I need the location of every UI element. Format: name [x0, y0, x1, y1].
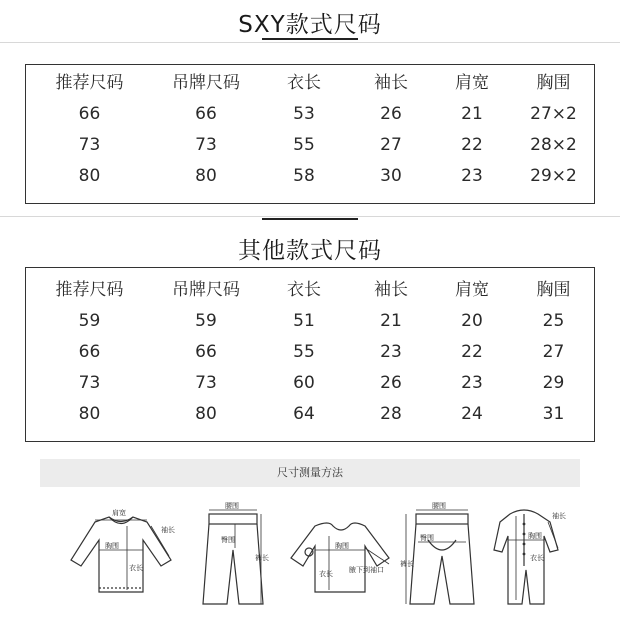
waist-label: 腰围 — [432, 502, 446, 510]
table-cell: 66 — [195, 342, 217, 362]
table-cell: 80 — [195, 404, 217, 424]
table-cell: 23 — [380, 342, 402, 362]
title-overline — [262, 218, 358, 220]
table-cell: 59 — [195, 311, 217, 331]
table-cell: 22 — [461, 135, 483, 155]
pants-measurement-diagram — [197, 500, 269, 614]
table-cell: 53 — [293, 104, 315, 124]
table-cell: 64 — [293, 404, 315, 424]
divider — [0, 216, 620, 217]
table-cell: 55 — [293, 135, 315, 155]
other-size-table — [25, 267, 595, 442]
length-label: 衣长 — [530, 554, 544, 562]
table-cell: 28 — [380, 404, 402, 424]
chest-label: 胸围 — [335, 542, 349, 550]
pants2-measurement-diagram — [400, 500, 480, 614]
hip-label: 臀围 — [221, 536, 235, 544]
table-cell: 29 — [542, 373, 565, 393]
table-cell: 73 — [195, 373, 217, 393]
header-recommended-size: 推荐尺码 — [55, 280, 124, 300]
header-length: 衣长 — [287, 73, 321, 93]
pants-length-label: 裤长 — [400, 560, 414, 568]
table-cell: 80 — [78, 404, 101, 424]
table-cell: 23 — [461, 373, 483, 393]
table-cell: 24 — [461, 404, 483, 424]
header-tag-size: 吊牌尺码 — [172, 280, 240, 300]
other-size-title: 其他款式尺码 — [238, 238, 382, 264]
table-cell: 58 — [293, 166, 315, 186]
table-cell: 23 — [461, 166, 483, 186]
table-cell: 60 — [293, 373, 315, 393]
sxy-size-table — [25, 64, 595, 204]
header-chest: 胸围 — [536, 73, 571, 93]
table-row — [26, 399, 594, 430]
header-sleeve: 袖长 — [374, 280, 408, 300]
table-cell: 27 — [542, 342, 565, 362]
shoulder-label: 肩宽 — [112, 509, 126, 517]
table-cell: 29×2 — [530, 166, 577, 186]
table-cell: 66 — [78, 342, 101, 362]
table-cell: 73 — [195, 135, 217, 155]
title-underline — [262, 38, 358, 40]
table-cell: 21 — [461, 104, 483, 124]
table-cell: 66 — [195, 104, 217, 124]
header-tag-size: 吊牌尺码 — [172, 73, 240, 93]
header-length: 衣长 — [287, 280, 321, 300]
divider — [0, 42, 620, 43]
table-header-row — [26, 68, 594, 99]
table-row — [26, 161, 594, 192]
table-row — [26, 130, 594, 161]
table-cell: 73 — [78, 373, 101, 393]
waist-label: 腰围 — [225, 502, 239, 510]
table-cell: 80 — [195, 166, 217, 186]
table-cell: 26 — [380, 104, 402, 124]
length-label: 衣长 — [129, 564, 143, 572]
length-label: 衣长 — [319, 570, 333, 578]
table-row — [26, 306, 594, 337]
header-chest: 胸围 — [536, 280, 571, 300]
header-sleeve: 袖长 — [374, 73, 408, 93]
chest-label: 胸围 — [105, 542, 119, 550]
table-cell: 27×2 — [530, 104, 577, 124]
header-recommended-size: 推荐尺码 — [55, 73, 124, 93]
header-shoulder: 肩宽 — [455, 73, 489, 93]
pants-length-label: 裤长 — [255, 554, 269, 562]
table-cell: 21 — [380, 311, 402, 331]
table-cell: 80 — [78, 166, 101, 186]
table-cell: 25 — [542, 311, 565, 331]
table-cell: 20 — [461, 311, 483, 331]
raglan-measurement-diagram — [285, 500, 395, 604]
header-shoulder: 肩宽 — [455, 280, 489, 300]
table-header-row — [26, 275, 594, 306]
sxy-size-title: SXY款式尺码 — [238, 12, 382, 38]
sleeve-label: 袖长 — [552, 512, 566, 520]
sleeve-label: 袖长 — [161, 526, 175, 534]
table-cell: 27 — [380, 135, 402, 155]
table-cell: 51 — [293, 311, 315, 331]
table-cell: 22 — [461, 342, 483, 362]
table-cell: 55 — [293, 342, 315, 362]
table-cell: 26 — [380, 373, 402, 393]
chest-label: 胸围 — [528, 532, 542, 540]
table-cell: 31 — [542, 404, 565, 424]
table-row — [26, 337, 594, 368]
table-cell: 59 — [78, 311, 101, 331]
measurement-method-banner: 尺寸测量方法 — [40, 459, 580, 487]
table-cell: 66 — [78, 104, 101, 124]
shirt-measurement-diagram — [65, 500, 177, 604]
table-row — [26, 99, 594, 130]
table-cell: 30 — [380, 166, 402, 186]
underarm-sleeve-label: 腋下到袖口 — [349, 566, 384, 574]
romper-measurement-diagram — [488, 500, 568, 614]
table-cell: 28×2 — [530, 135, 577, 155]
table-row — [26, 368, 594, 399]
table-cell: 73 — [78, 135, 101, 155]
hip-label: 臀围 — [420, 534, 434, 542]
